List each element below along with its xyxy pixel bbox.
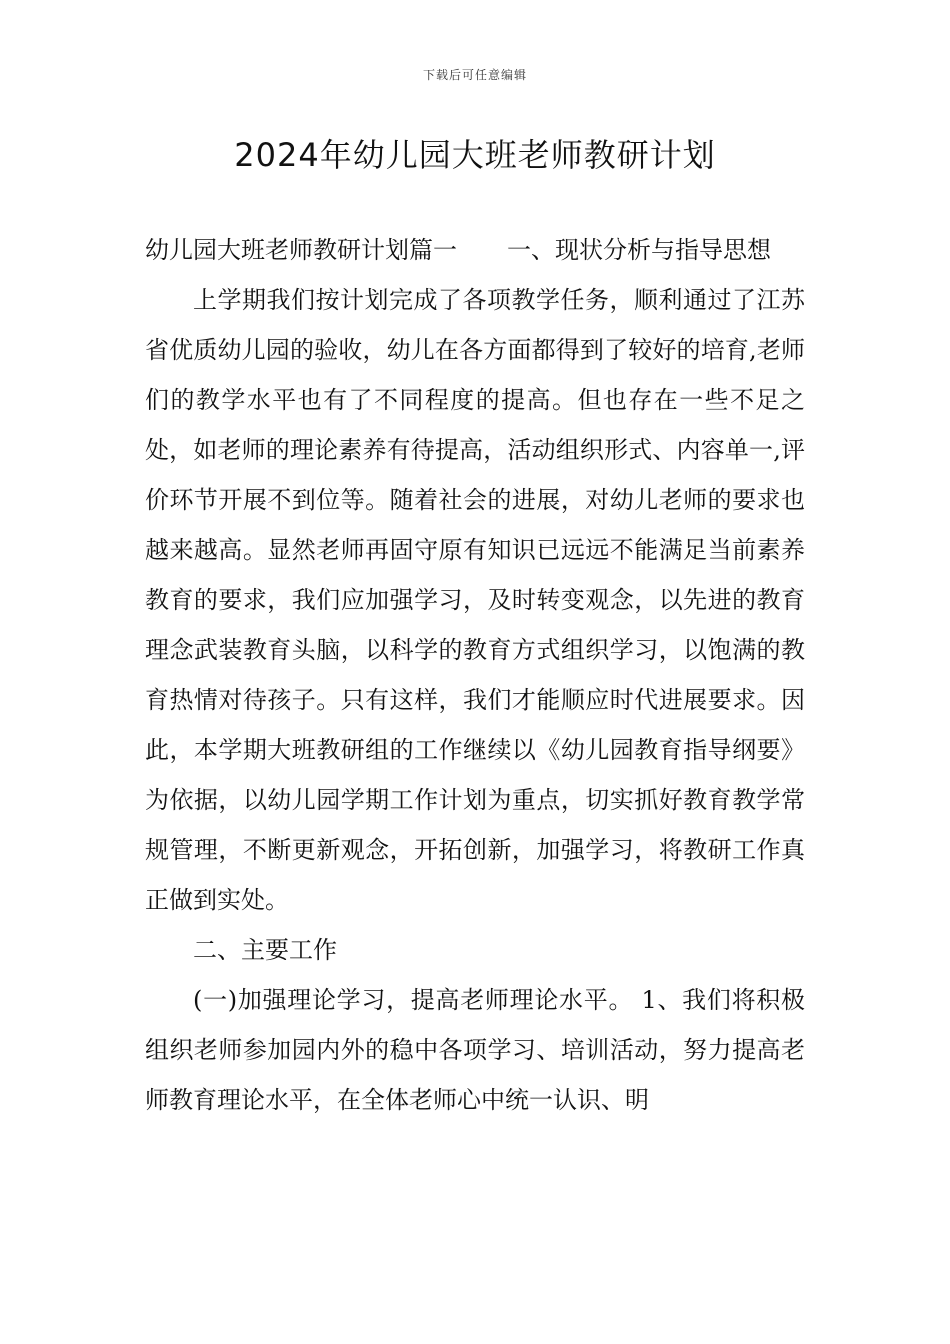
section-heading-left: 幼儿园大班老师教研计划篇一 (145, 236, 457, 264)
document-body (145, 225, 805, 1125)
section-heading-line (145, 225, 805, 275)
header-note: 下载后可任意编辑 (422, 68, 527, 82)
section-heading-right: 一、现状分析与指导思想 (507, 236, 771, 264)
section-heading-main-work: 二、主要工作 (193, 936, 337, 964)
paragraph-situation-analysis: 上学期我们按计划完成了各项教学任务，顺利通过了江苏省优质幼儿园的验收，幼儿在各方面都得到了较好的培育,老师们的教学水平也有了不同程度的提高。但也存在一些不足之处，如老师的理论素养有待提高，活动组织形式、内容单一,评价环节开展不到位等。随着社会的进展，对幼儿老师的要求也越来越高。显然老师再固守原有知识已远远不能满足当前素养教育的要求，我们应加强学习，及时转变观念，以先进的教育理念武装教育头脑，以科学的教育方式组织学习，以饱满的教育热情对待孩子。只有这样，我们才能顺应时代进展要求。因此，本学期大班教研组的工作继续以《幼儿园教育指导纲要》为依据，以幼儿园学期工作计划为重点，切实抓好教育教学常规管理，不断更新观念，开拓创新，加强学习，将教研工作真正做到实处。 (145, 286, 805, 914)
document-title: 2024年幼儿园大班老师教研计划 (234, 136, 716, 174)
paragraph-theory-study: (一)加强理论学习，提高老师理论水平。 1、我们将积极组织老师参加园内外的稳中各项学习、培训活动，努力提高老师教育理论水平，在全体老师心中统一认识、明 (145, 986, 805, 1114)
